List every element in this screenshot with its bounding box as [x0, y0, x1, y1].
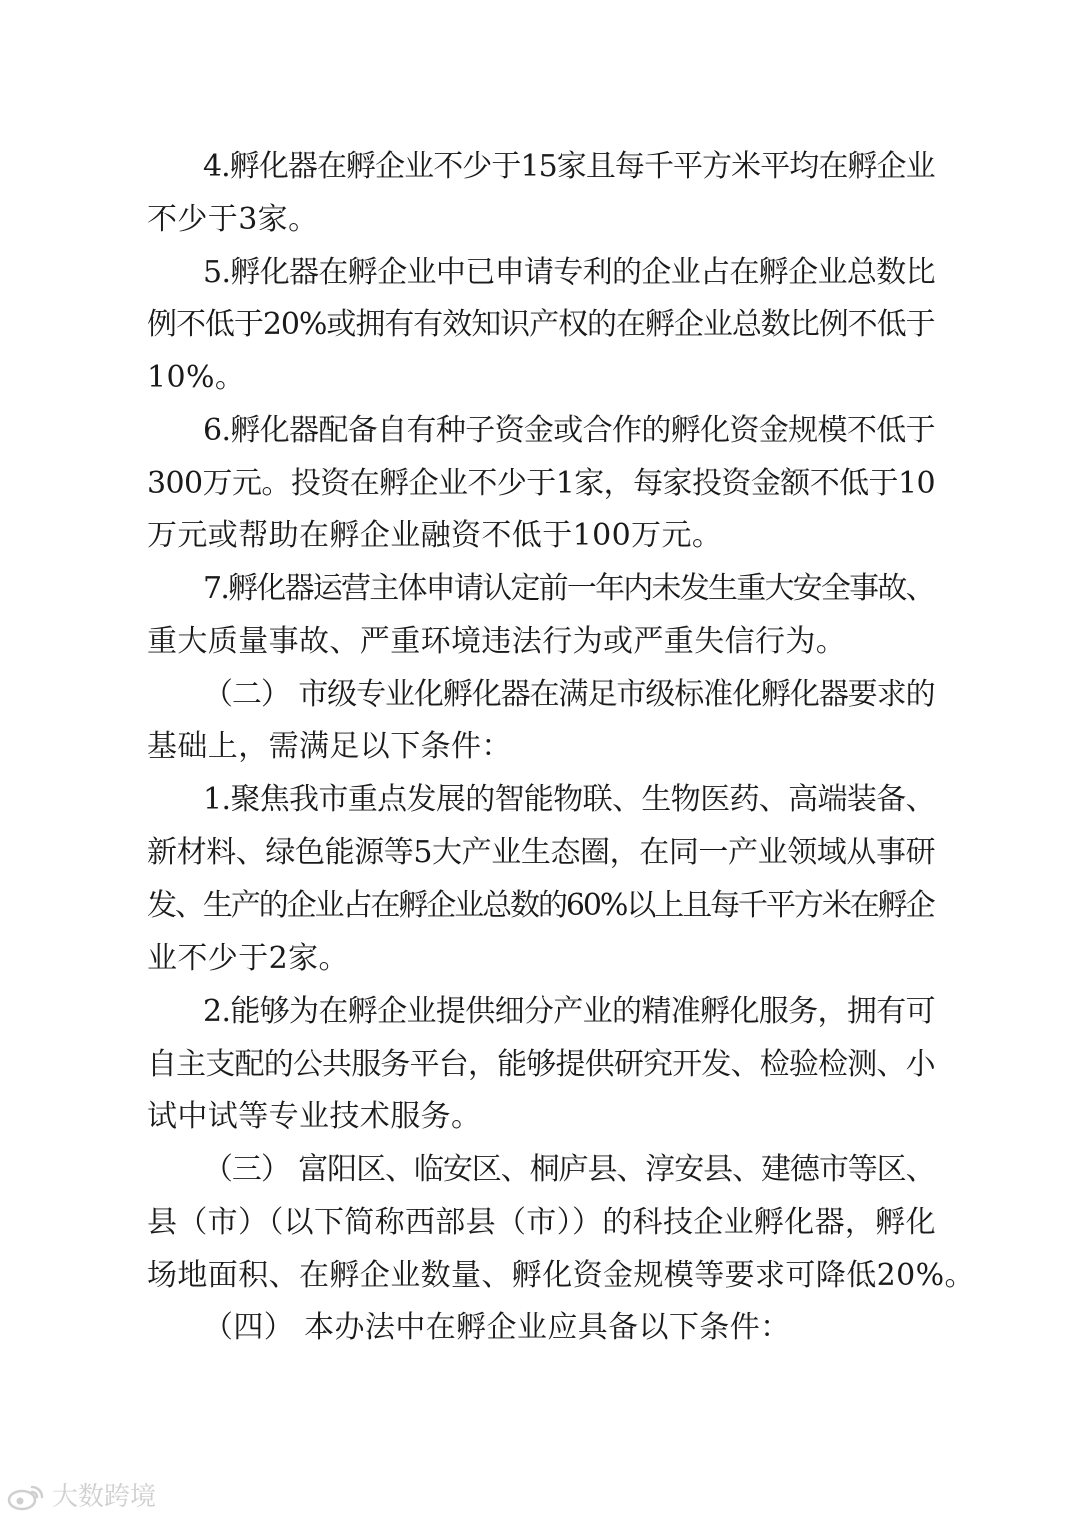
weibo-logo-icon [6, 1483, 46, 1511]
watermark [6, 1480, 156, 1514]
text-line-p6-l2: 300万元。投资在孵企业不少于1家，每家投资金额不低于10 [147, 466, 936, 501]
text-line-s3-l3: 场地面积、在孵企业数量、孵化资金规模等要求可降低20%。 [147, 1258, 975, 1293]
text-line-s2-l2: 基础上，需满足以下条件： [147, 729, 512, 764]
text-line-s2p2-l1: 2.能够为在孵企业提供细分产业的精准孵化服务，拥有可 [203, 994, 935, 1029]
text-line-p6-l1: 6.孵化器配备自有种子资金或合作的孵化资金规模不低于 [203, 413, 935, 448]
text-line-p4-l2: 不少于3家。 [147, 202, 319, 237]
text-line-p5-l3: 10%。 [147, 360, 246, 395]
text-line-p6-l3: 万元或帮助在孵企业融资不低于100万元。 [147, 518, 723, 553]
text-line-s4-l1: （四） 本办法中在孵企业应具备以下条件： [203, 1310, 791, 1345]
text-line-s2p1-l3: 发、生产的企业占在孵企业总数的60%以上且每千平方米在孵企 [147, 888, 934, 923]
text-line-s3-l2: 县（市）（以下简称西部县（市））的科技企业孵化器，孵化 [147, 1205, 936, 1240]
watermark-text: 大数跨境 [52, 1482, 157, 1512]
text-line-s2-l1: （二） 市级专业化孵化器在满足市级标准化孵化器要求的 [203, 677, 935, 712]
text-line-p5-l1: 5.孵化器在孵企业中已申请专利的企业占在孵企业总数比 [203, 255, 935, 290]
text-line-p5-l2: 例不低于20%或拥有有效知识产权的在孵企业总数比例不低于 [147, 307, 935, 342]
text-line-s2p1-l2: 新材料、绿色能源等5大产业生态圈，在同一产业领域从事研 [147, 835, 936, 870]
text-line-s2p2-l3: 试中试等专业技术服务。 [147, 1099, 482, 1134]
text-line-p7-l1: 7.孵化器运营主体申请认定前一年内未发生重大安全事故、 [203, 571, 934, 606]
text-line-p4-l1: 4.孵化器在孵企业不少于15家且每千平方米平均在孵企业 [203, 149, 935, 184]
text-line-s2p1-l1: 1.聚焦我市重点发展的智能物联、生物医药、高端装备、 [203, 782, 935, 817]
text-line-p7-l2: 重大质量事故、严重环境违法行为或严重失信行为。 [147, 624, 847, 659]
text-line-s2p2-l2: 自主支配的公共服务平台，能够提供研究开发、检验检测、小 [147, 1047, 935, 1082]
text-line-s2p1-l4: 业不少于2家。 [147, 941, 349, 976]
text-line-s3-l1: （三） 富阳区、临安区、桐庐县、淳安县、建德市等区、 [203, 1152, 935, 1187]
